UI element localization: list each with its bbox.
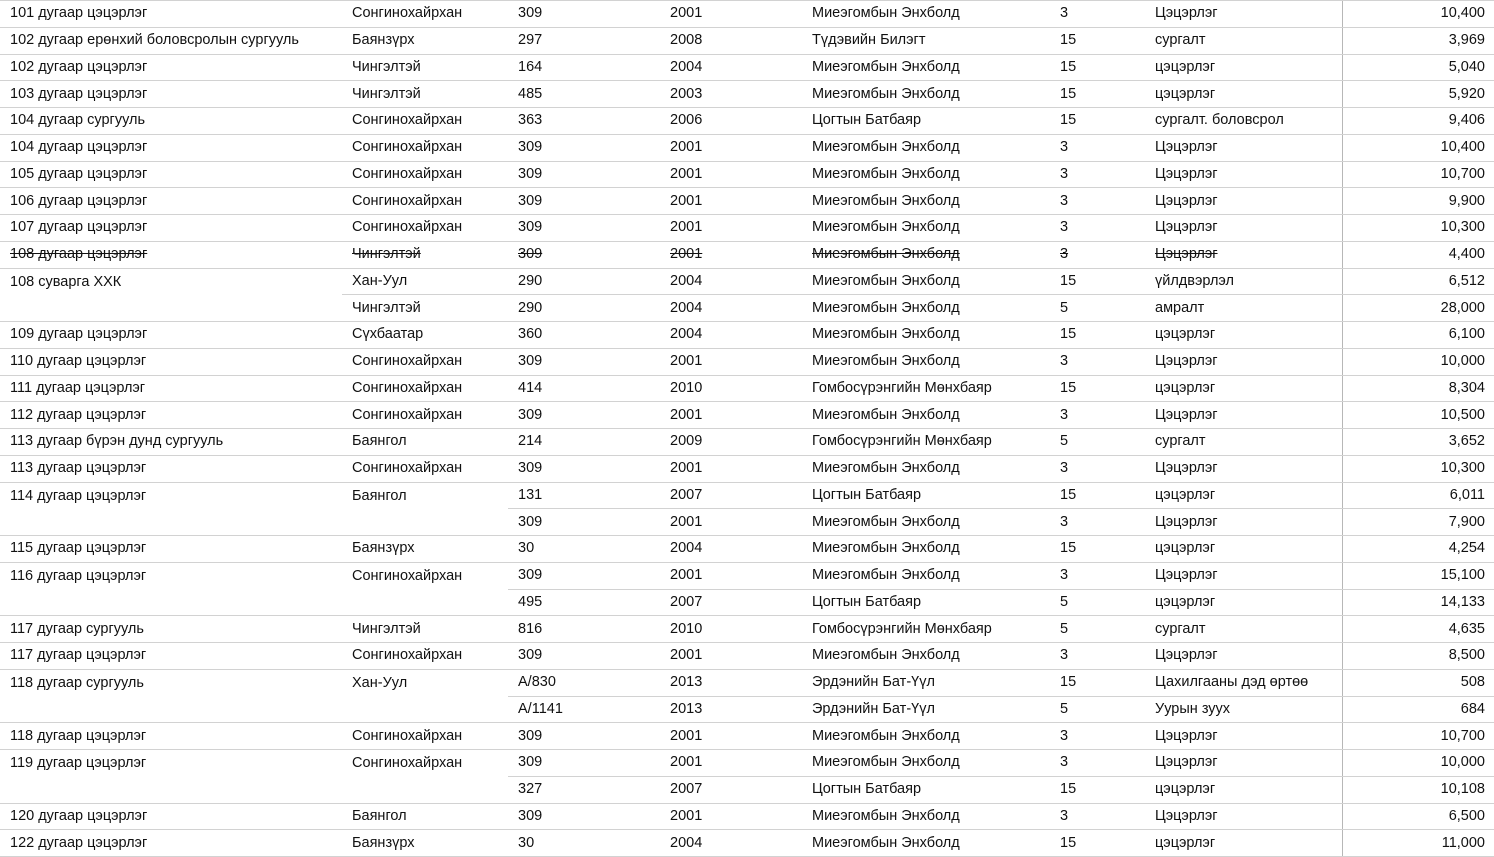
cell-type[interactable]: сургалт. боловсрол xyxy=(1145,108,1342,135)
table-row xyxy=(0,161,1494,188)
cell-value[interactable]: 10,500 xyxy=(1342,402,1494,429)
cell-code[interactable]: 3 xyxy=(1050,509,1145,536)
cell-name[interactable]: 102 дугаар цэцэрлэг xyxy=(0,54,342,81)
cell-district[interactable]: Чингэлтэй xyxy=(342,295,508,322)
cell-district[interactable]: Баянгол xyxy=(342,803,508,830)
cell-permit[interactable]: 309 xyxy=(508,348,660,375)
cell-year[interactable]: 2001 xyxy=(660,723,802,750)
cell-type[interactable]: цэцэрлэг xyxy=(1145,81,1342,108)
cell-year[interactable]: 2008 xyxy=(660,27,802,54)
cell-year[interactable]: 2004 xyxy=(660,536,802,563)
table-row xyxy=(0,402,1494,429)
cell-permit[interactable]: 495 xyxy=(508,589,660,616)
cell-year[interactable]: 2001 xyxy=(660,348,802,375)
cell-person[interactable]: Миеэгомбын Энхболд xyxy=(802,803,1050,830)
cell-person[interactable]: Гомбосүрэнгийн Мөнхбаяр xyxy=(802,616,1050,643)
cell-district[interactable]: Сонгинохайрхан xyxy=(342,188,508,215)
cell-code[interactable]: 3 xyxy=(1050,723,1145,750)
cell-value[interactable]: 10,300 xyxy=(1342,215,1494,242)
cell-person[interactable]: Миеэгомбын Энхболд xyxy=(802,241,1050,268)
cell-district[interactable]: Чингэлтэй xyxy=(342,616,508,643)
cell-code[interactable]: 15 xyxy=(1050,322,1145,349)
cell-district[interactable]: Баянгол xyxy=(342,482,508,536)
cell-person[interactable]: Миеэгомбын Энхболд xyxy=(802,188,1050,215)
cell-person[interactable]: Миеэгомбын Энхболд xyxy=(802,830,1050,857)
cell-type[interactable]: Цэцэрлэг xyxy=(1145,1,1342,28)
cell-value[interactable]: 9,406 xyxy=(1342,108,1494,135)
cell-permit[interactable]: 290 xyxy=(508,295,660,322)
cell-value[interactable]: 14,133 xyxy=(1342,589,1494,616)
cell-person[interactable]: Миеэгомбын Энхболд xyxy=(802,54,1050,81)
cell-person[interactable]: Миеэгомбын Энхболд xyxy=(802,562,1050,589)
cell-permit[interactable]: 309 xyxy=(508,161,660,188)
cell-value[interactable]: 684 xyxy=(1342,696,1494,723)
cell-name[interactable]: 101 дугаар цэцэрлэг xyxy=(0,1,342,28)
table-row xyxy=(0,54,1494,81)
cell-code[interactable]: 15 xyxy=(1050,776,1145,803)
cell-name[interactable]: 107 дугаар цэцэрлэг xyxy=(0,215,342,242)
cell-value[interactable]: 5,920 xyxy=(1342,81,1494,108)
cell-person[interactable]: Цогтын Батбаяр xyxy=(802,482,1050,509)
cell-year[interactable]: 2001 xyxy=(660,402,802,429)
cell-type[interactable]: цэцэрлэг xyxy=(1145,482,1342,509)
table-row xyxy=(0,322,1494,349)
cell-code[interactable]: 3 xyxy=(1050,402,1145,429)
cell-district[interactable]: Сонгинохайрхан xyxy=(342,402,508,429)
cell-permit[interactable]: 485 xyxy=(508,81,660,108)
cell-person[interactable]: Түдэвийн Билэгт xyxy=(802,27,1050,54)
cell-name[interactable]: 111 дугаар цэцэрлэг xyxy=(0,375,342,402)
cell-code[interactable]: 15 xyxy=(1050,669,1145,696)
cell-year[interactable]: 2001 xyxy=(660,188,802,215)
cell-value[interactable]: 10,000 xyxy=(1342,750,1494,777)
cell-person[interactable]: Миеэгомбын Энхболд xyxy=(802,643,1050,670)
cell-district[interactable]: Чингэлтэй xyxy=(342,54,508,81)
cell-person[interactable]: Миеэгомбын Энхболд xyxy=(802,455,1050,482)
cell-value[interactable]: 6,500 xyxy=(1342,803,1494,830)
cell-permit[interactable]: 309 xyxy=(508,562,660,589)
cell-value[interactable]: 5,040 xyxy=(1342,54,1494,81)
table-row xyxy=(0,723,1494,750)
cell-value[interactable]: 10,400 xyxy=(1342,1,1494,28)
cell-year[interactable]: 2001 xyxy=(660,562,802,589)
table-row xyxy=(0,803,1494,830)
cell-type[interactable]: Цэцэрлэг xyxy=(1145,455,1342,482)
cell-permit[interactable]: 297 xyxy=(508,27,660,54)
cell-value[interactable]: 6,512 xyxy=(1342,268,1494,295)
cell-year[interactable]: 2001 xyxy=(660,161,802,188)
cell-value[interactable]: 4,635 xyxy=(1342,616,1494,643)
cell-value[interactable]: 4,254 xyxy=(1342,536,1494,563)
cell-type[interactable]: цэцэрлэг xyxy=(1145,322,1342,349)
cell-person[interactable]: Эрдэнийн Бат-Үүл xyxy=(802,669,1050,696)
cell-district[interactable]: Баянзүрх xyxy=(342,27,508,54)
cell-name[interactable]: 114 дугаар цэцэрлэг xyxy=(0,482,342,536)
cell-person[interactable]: Эрдэнийн Бат-Үүл xyxy=(802,696,1050,723)
cell-type[interactable]: Цэцэрлэг xyxy=(1145,643,1342,670)
cell-name[interactable]: 102 дугаар ерөнхий боловсролын сургууль xyxy=(0,27,342,54)
table-row xyxy=(0,375,1494,402)
cell-code[interactable]: 3 xyxy=(1050,348,1145,375)
cell-year[interactable]: 2007 xyxy=(660,482,802,509)
cell-year[interactable]: 2004 xyxy=(660,322,802,349)
cell-type[interactable]: цэцэрлэг xyxy=(1145,375,1342,402)
cell-district[interactable]: Чингэлтэй xyxy=(342,241,508,268)
cell-year[interactable]: 2003 xyxy=(660,81,802,108)
cell-type[interactable]: Цэцэрлэг xyxy=(1145,241,1342,268)
cell-type[interactable]: сургалт xyxy=(1145,429,1342,456)
cell-value[interactable]: 8,500 xyxy=(1342,643,1494,670)
cell-year[interactable]: 2010 xyxy=(660,616,802,643)
cell-person[interactable]: Миеэгомбын Энхболд xyxy=(802,134,1050,161)
cell-person[interactable]: Миеэгомбын Энхболд xyxy=(802,161,1050,188)
cell-value[interactable]: 6,100 xyxy=(1342,322,1494,349)
cell-year[interactable]: 2007 xyxy=(660,776,802,803)
cell-code[interactable]: 5 xyxy=(1050,429,1145,456)
table-row xyxy=(0,455,1494,482)
cell-code[interactable]: 3 xyxy=(1050,215,1145,242)
cell-value[interactable]: 3,969 xyxy=(1342,27,1494,54)
cell-permit[interactable]: А/1141 xyxy=(508,696,660,723)
cell-year[interactable]: 2004 xyxy=(660,268,802,295)
cell-year[interactable]: 2013 xyxy=(660,696,802,723)
cell-year[interactable]: 2001 xyxy=(660,643,802,670)
cell-type[interactable]: Цэцэрлэг xyxy=(1145,348,1342,375)
cell-name[interactable]: 103 дугаар цэцэрлэг xyxy=(0,81,342,108)
cell-person[interactable]: Цогтын Батбаяр xyxy=(802,108,1050,135)
cell-value[interactable]: 10,300 xyxy=(1342,455,1494,482)
cell-type[interactable]: цэцэрлэг xyxy=(1145,776,1342,803)
cell-permit[interactable]: 309 xyxy=(508,455,660,482)
cell-name[interactable]: 104 дугаар сургууль xyxy=(0,108,342,135)
cell-code[interactable]: 3 xyxy=(1050,562,1145,589)
cell-district[interactable]: Сонгинохайрхан xyxy=(342,348,508,375)
table-row xyxy=(0,1,1494,28)
cell-person[interactable]: Гомбосүрэнгийн Мөнхбаяр xyxy=(802,375,1050,402)
cell-code[interactable]: 3 xyxy=(1050,241,1145,268)
cell-value[interactable]: 10,400 xyxy=(1342,134,1494,161)
cell-district[interactable]: Сонгинохайрхан xyxy=(342,750,508,804)
cell-name[interactable]: 113 дугаар бүрэн дунд сургууль xyxy=(0,429,342,456)
cell-person[interactable]: Миеэгомбын Энхболд xyxy=(802,348,1050,375)
cell-person[interactable]: Миеэгомбын Энхболд xyxy=(802,402,1050,429)
cell-type[interactable]: Цэцэрлэг xyxy=(1145,562,1342,589)
cell-district[interactable]: Сонгинохайрхан xyxy=(342,643,508,670)
cell-year[interactable]: 2004 xyxy=(660,54,802,81)
cell-district[interactable]: Сонгинохайрхан xyxy=(342,375,508,402)
cell-type[interactable]: үйлдвэрлэл xyxy=(1145,268,1342,295)
cell-year[interactable]: 2001 xyxy=(660,215,802,242)
cell-permit[interactable]: 309 xyxy=(508,1,660,28)
cell-permit[interactable]: 309 xyxy=(508,643,660,670)
cell-value[interactable]: 10,700 xyxy=(1342,723,1494,750)
table-row xyxy=(0,482,1494,509)
table-row xyxy=(0,134,1494,161)
cell-name[interactable]: 122 дугаар цэцэрлэг xyxy=(0,830,342,857)
cell-name[interactable]: 110 дугаар цэцэрлэг xyxy=(0,348,342,375)
table-row xyxy=(0,643,1494,670)
cell-district[interactable]: Сүхбаатар xyxy=(342,322,508,349)
cell-permit[interactable]: 309 xyxy=(508,509,660,536)
cell-permit[interactable]: 30 xyxy=(508,536,660,563)
cell-permit[interactable]: 309 xyxy=(508,215,660,242)
cell-name[interactable]: 117 дугаар сургууль xyxy=(0,616,342,643)
cell-permit[interactable]: 164 xyxy=(508,54,660,81)
cell-year[interactable]: 2013 xyxy=(660,669,802,696)
cell-permit[interactable]: 214 xyxy=(508,429,660,456)
cell-permit[interactable]: 363 xyxy=(508,108,660,135)
cell-person[interactable]: Цогтын Батбаяр xyxy=(802,776,1050,803)
cell-type[interactable]: Цахилгааны дэд өртөө xyxy=(1145,669,1342,696)
cell-type[interactable]: цэцэрлэг xyxy=(1145,830,1342,857)
table-row xyxy=(0,108,1494,135)
cell-name[interactable]: 119 дугаар цэцэрлэг xyxy=(0,750,342,804)
cell-value[interactable]: 6,011 xyxy=(1342,482,1494,509)
cell-value[interactable]: 3,652 xyxy=(1342,429,1494,456)
cell-permit[interactable]: 309 xyxy=(508,750,660,777)
cell-person[interactable]: Миеэгомбын Энхболд xyxy=(802,322,1050,349)
cell-district[interactable]: Сонгинохайрхан xyxy=(342,161,508,188)
cell-person[interactable]: Миеэгомбын Энхболд xyxy=(802,295,1050,322)
cell-code[interactable]: 15 xyxy=(1050,482,1145,509)
cell-type[interactable]: цэцэрлэг xyxy=(1145,536,1342,563)
cell-district[interactable]: Баянзүрх xyxy=(342,536,508,563)
cell-district[interactable]: Сонгинохайрхан xyxy=(342,723,508,750)
cell-value[interactable]: 10,108 xyxy=(1342,776,1494,803)
cell-value[interactable]: 4,400 xyxy=(1342,241,1494,268)
cell-year[interactable]: 2007 xyxy=(660,589,802,616)
cell-value[interactable]: 15,100 xyxy=(1342,562,1494,589)
table-row xyxy=(0,669,1494,696)
cell-name[interactable]: 106 дугаар цэцэрлэг xyxy=(0,188,342,215)
cell-type[interactable]: Цэцэрлэг xyxy=(1145,750,1342,777)
cell-permit[interactable]: 816 xyxy=(508,616,660,643)
cell-code[interactable]: 15 xyxy=(1050,81,1145,108)
cell-person[interactable]: Миеэгомбын Энхболд xyxy=(802,750,1050,777)
cell-name[interactable]: 120 дугаар цэцэрлэг xyxy=(0,803,342,830)
cell-permit[interactable]: 131 xyxy=(508,482,660,509)
cell-code[interactable]: 3 xyxy=(1050,134,1145,161)
cell-district[interactable]: Хан-Уул xyxy=(342,669,508,723)
cell-district[interactable]: Сонгинохайрхан xyxy=(342,562,508,616)
cell-name[interactable]: 116 дугаар цэцэрлэг xyxy=(0,562,342,616)
table-row xyxy=(0,188,1494,215)
cell-year[interactable]: 2004 xyxy=(660,295,802,322)
cell-person[interactable]: Гомбосүрэнгийн Мөнхбаяр xyxy=(802,429,1050,456)
cell-person[interactable]: Миеэгомбын Энхболд xyxy=(802,536,1050,563)
cell-value[interactable]: 7,900 xyxy=(1342,509,1494,536)
table-row xyxy=(0,268,1494,295)
cell-name[interactable]: 108 дугаар цэцэрлэг xyxy=(0,241,342,268)
cell-person[interactable]: Миеэгомбын Энхболд xyxy=(802,215,1050,242)
cell-code[interactable]: 5 xyxy=(1050,696,1145,723)
table-row xyxy=(0,750,1494,777)
cell-type[interactable]: Цэцэрлэг xyxy=(1145,803,1342,830)
cell-type[interactable]: Цэцэрлэг xyxy=(1145,134,1342,161)
cell-district[interactable]: Хан-Уул xyxy=(342,268,508,295)
table-row xyxy=(0,215,1494,242)
cell-permit[interactable]: 309 xyxy=(508,188,660,215)
table-row xyxy=(0,536,1494,563)
cell-name[interactable]: 112 дугаар цэцэрлэг xyxy=(0,402,342,429)
cell-type[interactable]: Цэцэрлэг xyxy=(1145,161,1342,188)
cell-type[interactable]: Цэцэрлэг xyxy=(1145,402,1342,429)
cell-person[interactable]: Цогтын Батбаяр xyxy=(802,589,1050,616)
cell-year[interactable]: 2001 xyxy=(660,803,802,830)
table-row xyxy=(0,241,1494,268)
cell-value[interactable]: 10,700 xyxy=(1342,161,1494,188)
cell-code[interactable]: 3 xyxy=(1050,188,1145,215)
cell-year[interactable]: 2001 xyxy=(660,1,802,28)
cell-person[interactable]: Миеэгомбын Энхболд xyxy=(802,268,1050,295)
cell-year[interactable]: 2001 xyxy=(660,134,802,161)
cell-code[interactable]: 5 xyxy=(1050,295,1145,322)
cell-permit[interactable]: 290 xyxy=(508,268,660,295)
cell-permit[interactable]: 309 xyxy=(508,241,660,268)
cell-value[interactable]: 9,900 xyxy=(1342,188,1494,215)
cell-name[interactable]: 118 дугаар цэцэрлэг xyxy=(0,723,342,750)
cell-code[interactable]: 15 xyxy=(1050,268,1145,295)
cell-permit[interactable]: 309 xyxy=(508,134,660,161)
cell-code[interactable]: 3 xyxy=(1050,455,1145,482)
cell-name[interactable]: 118 дугаар сургууль xyxy=(0,669,342,723)
cell-permit[interactable]: 30 xyxy=(508,830,660,857)
cell-value[interactable]: 8,304 xyxy=(1342,375,1494,402)
cell-value[interactable]: 28,000 xyxy=(1342,295,1494,322)
cell-code[interactable]: 15 xyxy=(1050,27,1145,54)
cell-year[interactable]: 2001 xyxy=(660,509,802,536)
table-body xyxy=(0,1,1494,857)
table-row xyxy=(0,562,1494,589)
cell-permit[interactable]: 414 xyxy=(508,375,660,402)
cell-code[interactable]: 3 xyxy=(1050,1,1145,28)
cell-year[interactable]: 2010 xyxy=(660,375,802,402)
cell-district[interactable]: Сонгинохайрхан xyxy=(342,134,508,161)
cell-district[interactable]: Сонгинохайрхан xyxy=(342,455,508,482)
cell-year[interactable]: 2009 xyxy=(660,429,802,456)
cell-code[interactable]: 15 xyxy=(1050,536,1145,563)
cell-type[interactable]: цэцэрлэг xyxy=(1145,54,1342,81)
cell-name[interactable]: 113 дугаар цэцэрлэг xyxy=(0,455,342,482)
cell-name[interactable]: 108 суварга ХХК xyxy=(0,268,342,322)
cell-person[interactable]: Миеэгомбын Энхболд xyxy=(802,81,1050,108)
table-row xyxy=(0,27,1494,54)
table-row xyxy=(0,81,1494,108)
cell-permit[interactable]: 309 xyxy=(508,402,660,429)
cell-code[interactable]: 3 xyxy=(1050,161,1145,188)
cell-code[interactable]: 5 xyxy=(1050,616,1145,643)
cell-value[interactable]: 11,000 xyxy=(1342,830,1494,857)
cell-name[interactable]: 104 дугаар цэцэрлэг xyxy=(0,134,342,161)
table-row xyxy=(0,616,1494,643)
cell-district[interactable]: Сонгинохайрхан xyxy=(342,1,508,28)
cell-year[interactable]: 2004 xyxy=(660,830,802,857)
cell-name[interactable]: 117 дугаар цэцэрлэг xyxy=(0,643,342,670)
cell-type[interactable]: Цэцэрлэг xyxy=(1145,188,1342,215)
cell-code[interactable]: 15 xyxy=(1050,108,1145,135)
cell-code[interactable]: 15 xyxy=(1050,375,1145,402)
cell-code[interactable]: 15 xyxy=(1050,54,1145,81)
cell-code[interactable]: 15 xyxy=(1050,830,1145,857)
cell-code[interactable]: 5 xyxy=(1050,589,1145,616)
cell-year[interactable]: 2001 xyxy=(660,750,802,777)
cell-code[interactable]: 3 xyxy=(1050,643,1145,670)
cell-code[interactable]: 3 xyxy=(1050,750,1145,777)
table-row xyxy=(0,348,1494,375)
cell-code[interactable]: 3 xyxy=(1050,803,1145,830)
cell-district[interactable]: Баянзүрх xyxy=(342,830,508,857)
cell-type[interactable]: Уурын зуух xyxy=(1145,696,1342,723)
cell-district[interactable]: Чингэлтэй xyxy=(342,81,508,108)
cell-permit[interactable]: 309 xyxy=(508,803,660,830)
cell-type[interactable]: Цэцэрлэг xyxy=(1145,723,1342,750)
cell-name[interactable]: 109 дугаар цэцэрлэг xyxy=(0,322,342,349)
cell-permit[interactable]: 309 xyxy=(508,723,660,750)
cell-district[interactable]: Сонгинохайрхан xyxy=(342,215,508,242)
cell-permit[interactable]: А/830 xyxy=(508,669,660,696)
cell-value[interactable]: 10,000 xyxy=(1342,348,1494,375)
cell-year[interactable]: 2001 xyxy=(660,455,802,482)
cell-person[interactable]: Миеэгомбын Энхболд xyxy=(802,509,1050,536)
table-row xyxy=(0,429,1494,456)
cell-person[interactable]: Миеэгомбын Энхболд xyxy=(802,723,1050,750)
cell-type[interactable]: Цэцэрлэг xyxy=(1145,509,1342,536)
table-row xyxy=(0,830,1494,857)
cell-permit[interactable]: 360 xyxy=(508,322,660,349)
cell-year[interactable]: 2001 xyxy=(660,241,802,268)
cell-district[interactable]: Сонгинохайрхан xyxy=(342,108,508,135)
cell-type[interactable]: сургалт xyxy=(1145,616,1342,643)
cell-person[interactable]: Миеэгомбын Энхболд xyxy=(802,1,1050,28)
cell-permit[interactable]: 327 xyxy=(508,776,660,803)
cell-district[interactable]: Баянгол xyxy=(342,429,508,456)
cell-type[interactable]: Цэцэрлэг xyxy=(1145,215,1342,242)
cell-value[interactable]: 508 xyxy=(1342,669,1494,696)
cell-year[interactable]: 2006 xyxy=(660,108,802,135)
cell-type[interactable]: цэцэрлэг xyxy=(1145,589,1342,616)
cell-name[interactable]: 105 дугаар цэцэрлэг xyxy=(0,161,342,188)
cell-name[interactable]: 115 дугаар цэцэрлэг xyxy=(0,536,342,563)
cell-type[interactable]: сургалт xyxy=(1145,27,1342,54)
cell-type[interactable]: амралт xyxy=(1145,295,1342,322)
